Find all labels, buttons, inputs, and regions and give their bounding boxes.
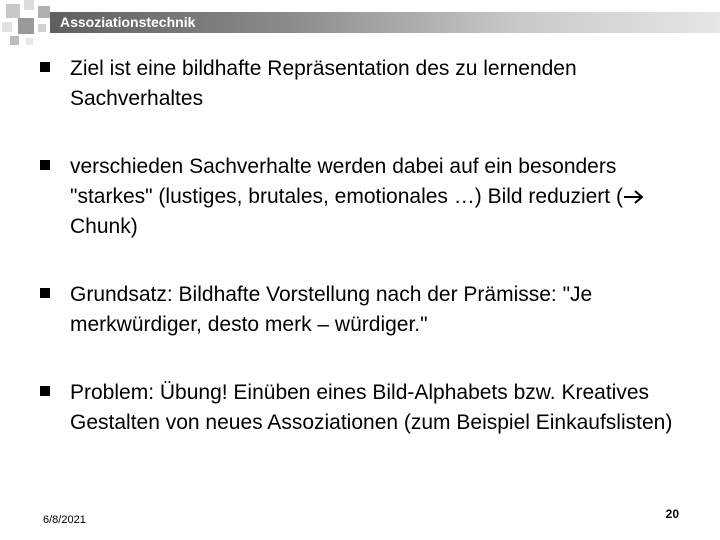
- bullet-item: [40, 54, 680, 114]
- slide-title: Assoziationstechnik: [60, 14, 196, 30]
- bullet-text-after-arrow: Chunk): [70, 215, 138, 238]
- bullet-text-before-arrow: verschieden Sachverhalte werden dabei auf ein besonders "starkes" (lustiges, brutales, emotionales …) Bild reduziert (: [70, 155, 623, 208]
- bullet-text: Problem: Übung! Einüben eines Bild-Alphabets bzw. Kreatives Gestalten von neues Assoziationen (zum Beispiel Einkaufslisten): [70, 381, 673, 434]
- bullet-text: Grundsatz: Bildhafte Vorstellung nach der Prämisse: "Je merkwürdiger, desto merk – würdiger.": [70, 283, 593, 336]
- bullet-item: [40, 152, 680, 242]
- bullet-text: [70, 152, 680, 242]
- page-number: 20: [665, 507, 679, 521]
- square-bullet-icon: [40, 160, 50, 170]
- square-bullet-icon: [40, 288, 50, 298]
- bullet-item: [40, 280, 680, 340]
- bullet-list: [40, 54, 680, 438]
- footer-date: 6/8/2021: [43, 514, 86, 526]
- square-bullet-icon: [40, 386, 50, 396]
- bullet-item: [40, 378, 680, 438]
- right-arrow-icon: [623, 190, 645, 204]
- square-bullet-icon: [40, 62, 50, 72]
- bullet-text: Ziel ist eine bildhafte Repräsentation des zu lernenden Sachverhaltes: [70, 57, 577, 110]
